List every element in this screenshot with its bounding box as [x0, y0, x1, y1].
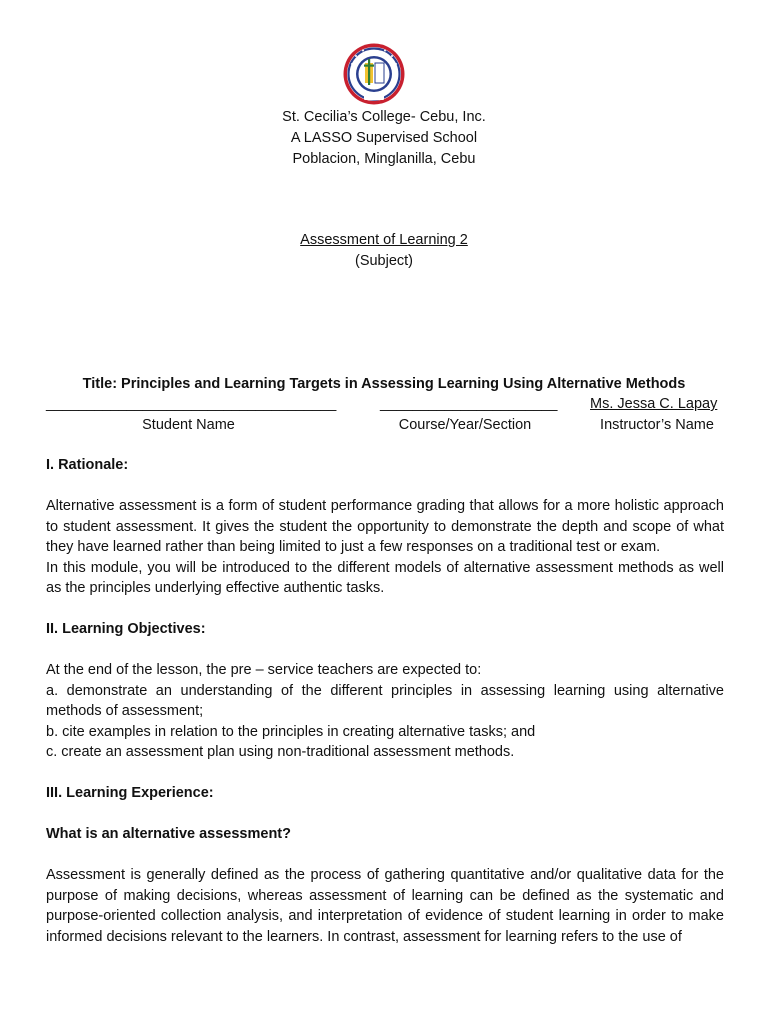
objectives-heading: II. Learning Objectives: [46, 621, 206, 637]
school-name: St. Cecilia’s College- Cebu, Inc. [282, 109, 486, 125]
school-seal-icon [342, 42, 406, 106]
subject-name: Assessment of Learning 2 [300, 232, 468, 248]
subject-block [0, 230, 768, 272]
rationale-heading: I. Rationale: [46, 457, 129, 473]
course-line: ______________________ [380, 396, 558, 412]
instructor-name: Ms. Jessa C. Lapay [590, 396, 718, 412]
rationale-paragraph-1: Alternative assessment is a form of student performance grading that allows for a more holistic approach to student assessment. It gives the student the opportunity to demonstrate the depth and scope of what they have learned rather than being limited to just a few responses on a traditional test or exam. [46, 498, 724, 555]
experience-subheading: What is an alternative assessment? [46, 826, 291, 842]
school-header [0, 107, 768, 170]
objective-item: c. create an assessment plan using non-traditional assessment methods. [46, 744, 515, 760]
school-supervision: A LASSO Supervised School [290, 130, 478, 146]
objective-item: b. cite examples in relation to the principles in creating alternative tasks; and [46, 723, 536, 740]
instructor-caption: Instructor’s Name [600, 417, 714, 433]
objective-item: a. demonstrate an understanding of the different principles in assessing learning using alternative methods of assessment; [46, 682, 724, 719]
experience-paragraph: Assessment is generally defined as the process of gathering quantitative and/or qualitative data for the purpose of making decisions, whereas assessment of learning can be defined as the systematic and purpose-oriented collection analysis, and interpretation of evidence of student learning in order to make informed decisions relevant to the learners. In contrast, assessment for learning refers to the use of [46, 867, 724, 945]
module-body [46, 455, 724, 947]
rationale-paragraph-2: In this module, you will be introduced to the different models of alternative assessment methods as well as the principles underlying effective authentic tasks. [46, 559, 724, 596]
course-caption: Course/Year/Section [398, 417, 532, 433]
student-name-caption: Student Name [142, 417, 235, 433]
school-address: Poblacion, Minglanilla, Cebu [292, 151, 476, 167]
module-title: Title: Principles and Learning Targets in Assessing Learning Using Alternative Methods [82, 376, 686, 392]
experience-heading: III. Learning Experience: [46, 785, 214, 801]
student-name-line: ____________________________________ [46, 396, 337, 412]
subject-caption: (Subject) [354, 253, 414, 269]
objectives-intro: At the end of the lesson, the pre – service teachers are expected to: [46, 662, 482, 678]
